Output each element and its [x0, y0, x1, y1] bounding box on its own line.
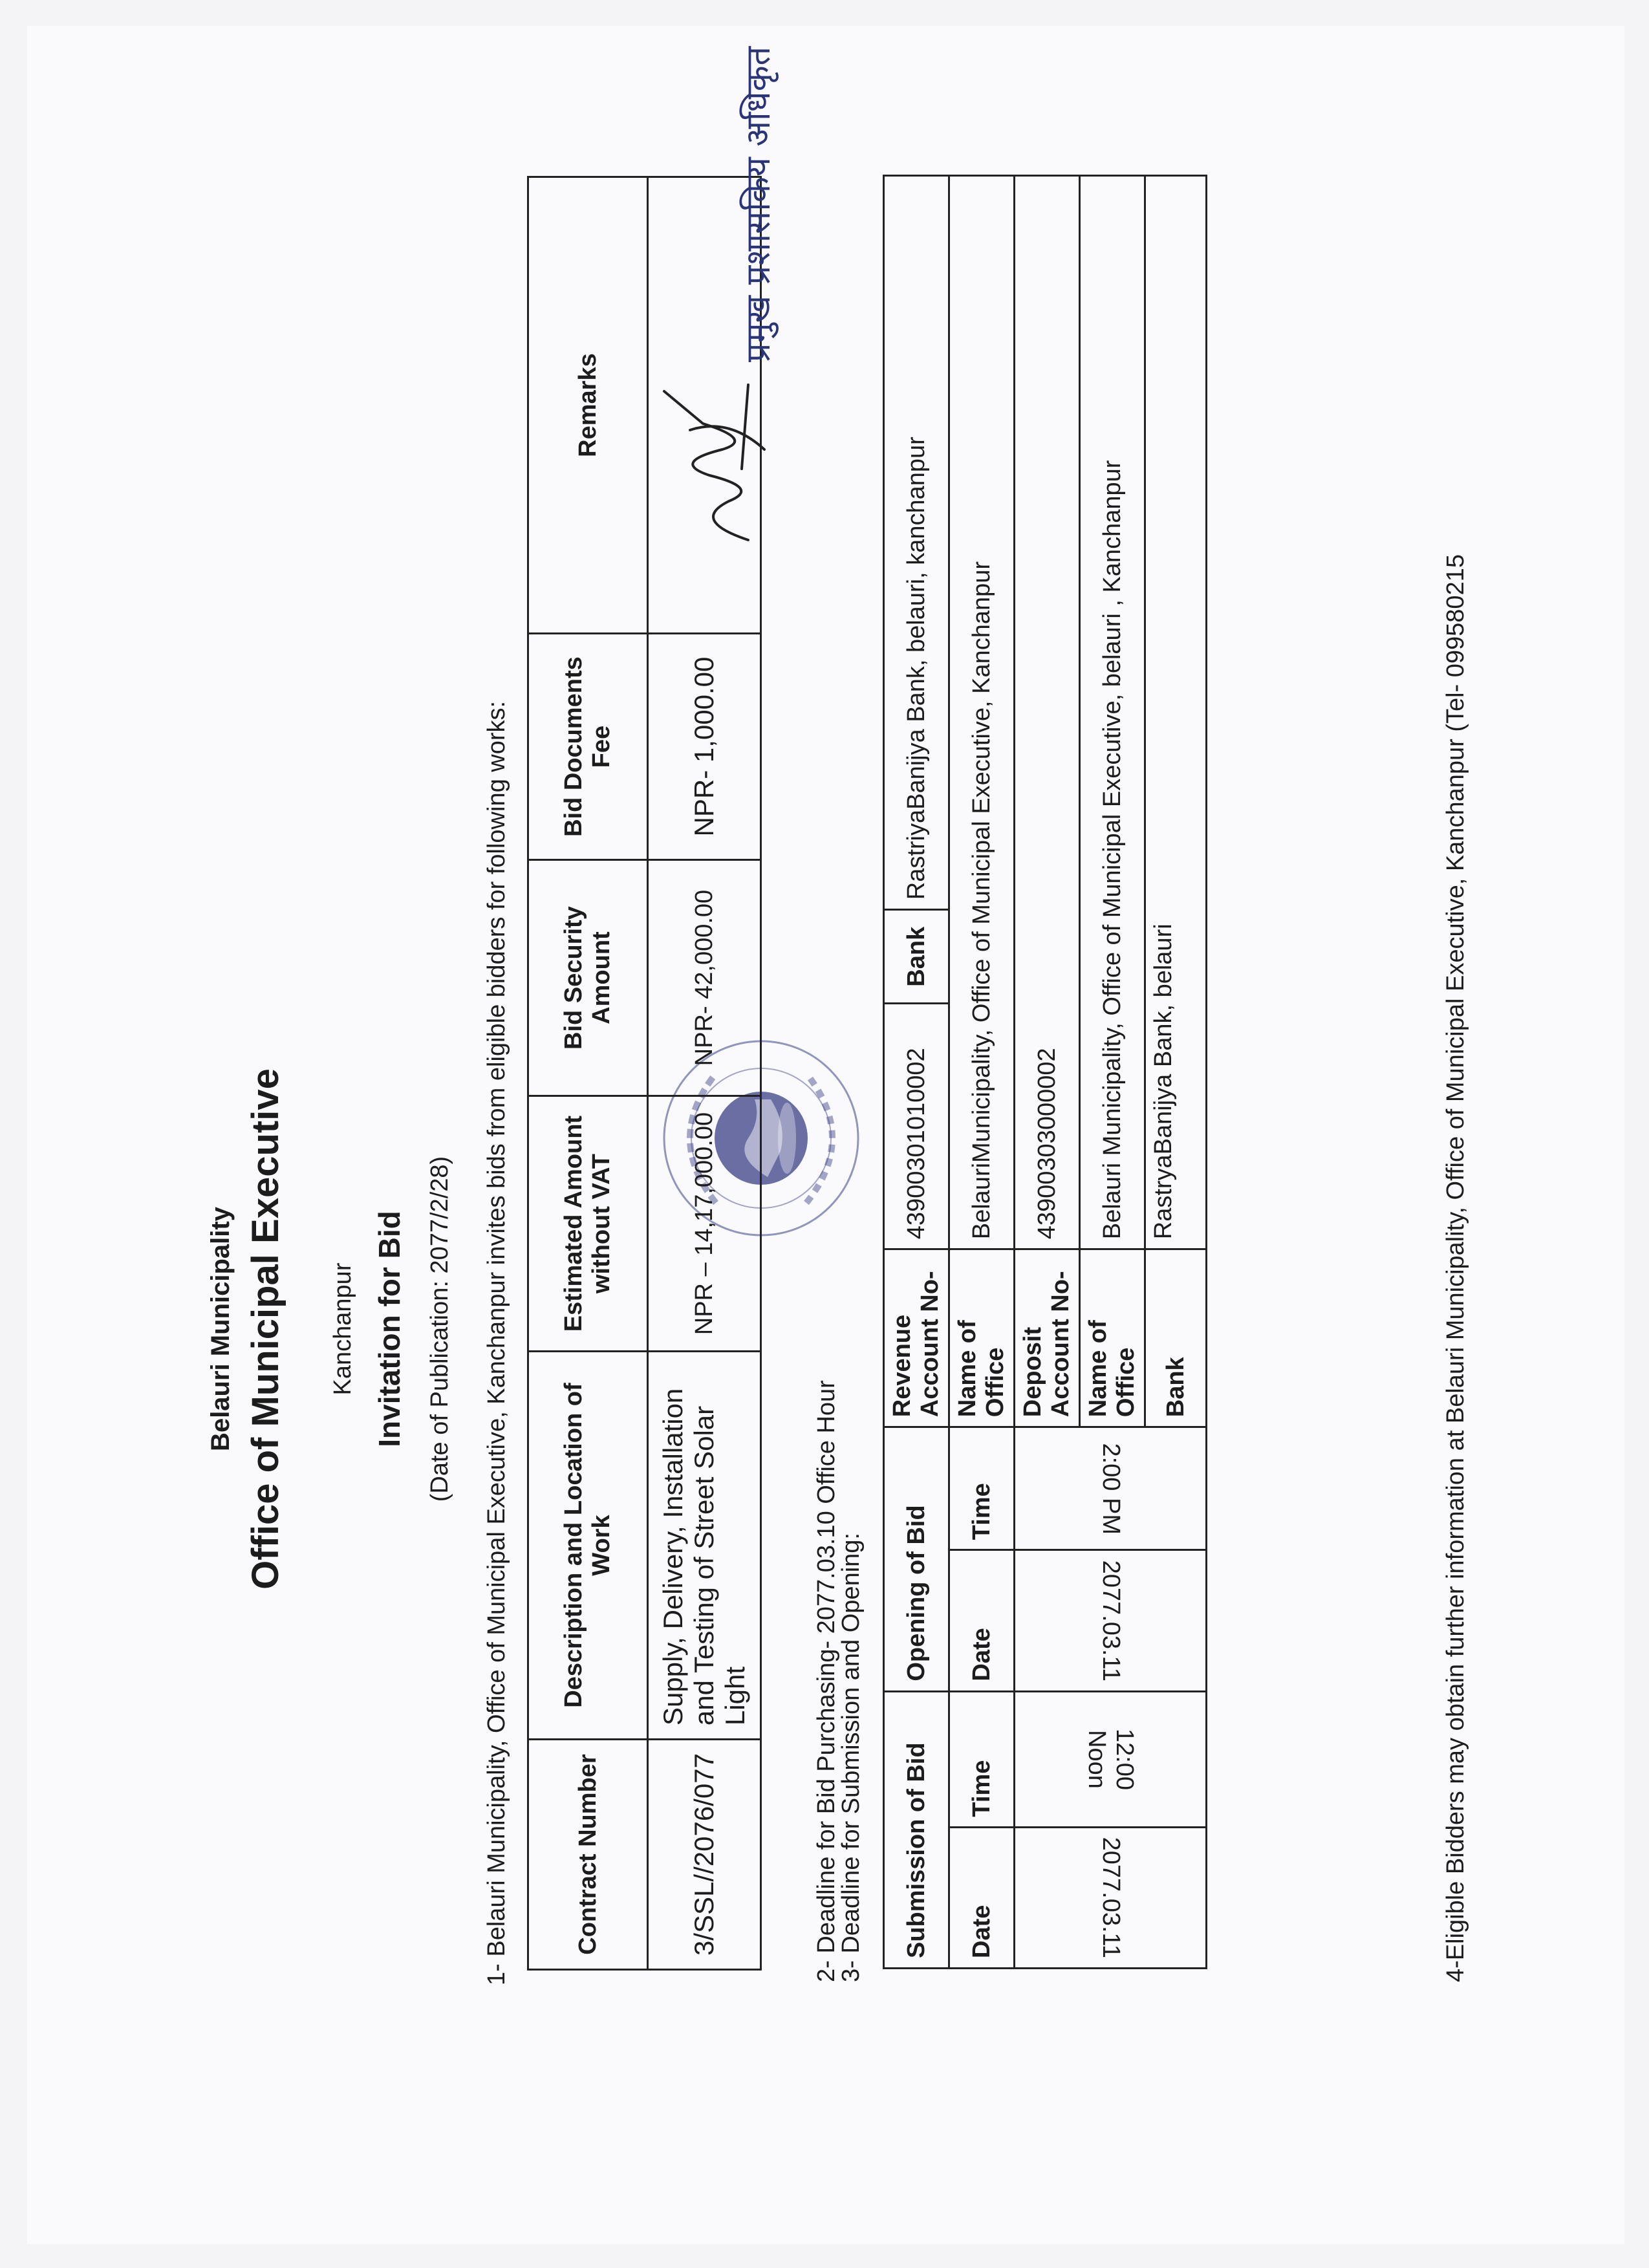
signature-icon [651, 378, 781, 546]
deposit-account-value: 43900303000002 [1015, 176, 1080, 1249]
deposit-office-label: Name of Office [1080, 1249, 1145, 1427]
opening-time-value: 2:00 PM [1097, 1442, 1125, 1535]
works-table-header-row [528, 177, 648, 1970]
intro-paragraph: 1- Belauri Municipality, Office of Municipal Executive, Kanchanpur invites bids from eligible bidders for following works: [483, 700, 510, 1985]
organization-name: Belauri Municipality [206, 1207, 235, 1451]
notice-title: Invitation for Bid [372, 1211, 406, 1447]
table-row [1015, 176, 1080, 1969]
submission-time-cell [1015, 1691, 1207, 1827]
table-row [949, 176, 1015, 1969]
signature [651, 378, 781, 546]
table-row [884, 176, 949, 1969]
opening-time-label: Time [949, 1427, 1015, 1550]
submission-of-bid-header: Submission of Bid [884, 1691, 949, 1968]
deposit-account-label: Deposit Account No- [1015, 1249, 1080, 1427]
col-description: Description and Location of Work [528, 1352, 648, 1740]
opening-date-label: Date [949, 1550, 1015, 1691]
opening-date-value: 2077.03.11 [1097, 1560, 1125, 1681]
col-contract-number: Contract Number [528, 1740, 648, 1970]
submission-date-value: 2077.03.11 [1097, 1837, 1125, 1958]
opening-time-cell [1015, 1427, 1207, 1550]
bid-doc-fee-cell: NPR- 1,000.00 [648, 634, 761, 860]
opening-of-bid-header: Opening of Bid [884, 1427, 949, 1691]
estimated-amount-cell: NPR – 14,17,000.00 [648, 1096, 761, 1352]
col-remarks: Remarks [528, 177, 648, 634]
name-of-office-label: Name of Office [949, 1249, 1015, 1427]
revenue-account-label: Revenue Account No- [884, 1249, 949, 1427]
rotated-notice-content [160, 46, 1531, 2137]
bid-security-cell: NPR- 42,000.00 [648, 860, 761, 1096]
office-title: Office of Municipal Executive [244, 1068, 286, 1590]
deadline-submission-opening: 3- Deadline for Submission and Opening: [837, 1533, 865, 1982]
deposit-bank-value: RastryaBanijya Bank, belauri [1145, 176, 1207, 1249]
revenue-office-value: BelauriMunicipality, Office of Municipal Executive, Kanchanpur [949, 176, 1015, 1249]
revenue-bank-value: RastriyaBanijya Bank, belauri, kanchanpur [884, 176, 949, 910]
deposit-office-value: Belauri Municipality, Office of Municipal Executive, belauri , Kanchanpur [1080, 176, 1145, 1249]
col-bid-doc-fee: Bid Documents Fee [528, 634, 648, 860]
document-page [27, 26, 1624, 2244]
opening-date-cell [1015, 1550, 1207, 1691]
description-cell: Supply, Delivery, Installation and Testing of Street Solar Light [648, 1352, 761, 1740]
submission-time-label: Time [949, 1691, 1015, 1827]
deposit-bank-label: Bank [1145, 1249, 1207, 1427]
further-information: 4-Eligible Bidders may obtain further information at Belauri Municipality, Office of Municipal Executive, Kanchanpur (Tel- 099580215 [1442, 554, 1469, 1982]
col-bid-security: Bid Security Amount [528, 860, 648, 1096]
submission-date-label: Date [949, 1827, 1015, 1968]
col-estimated-amount: Estimated Amount without VAT [528, 1096, 648, 1352]
revenue-account-value: 43900301010002 [884, 1004, 949, 1249]
schedule-table [883, 175, 1207, 1969]
signatory-title: प्रमुख प्रशासकिय अधिकृत [739, 46, 778, 362]
submission-date-cell [1015, 1827, 1207, 1968]
district-name: Kanchanpur [329, 1262, 356, 1396]
deadline-purchasing: 2- Deadline for Bid Purchasing- 2077.03.10 Office Hour [813, 1380, 840, 1982]
publication-date: (Date of Publication: 2077/2/28) [426, 1156, 453, 1502]
revenue-bank-label: Bank [884, 910, 949, 1004]
contract-number-cell: 3/SSL//2076/077 [648, 1740, 761, 1970]
submission-time-value: 12:00 Noon [1083, 1728, 1138, 1790]
